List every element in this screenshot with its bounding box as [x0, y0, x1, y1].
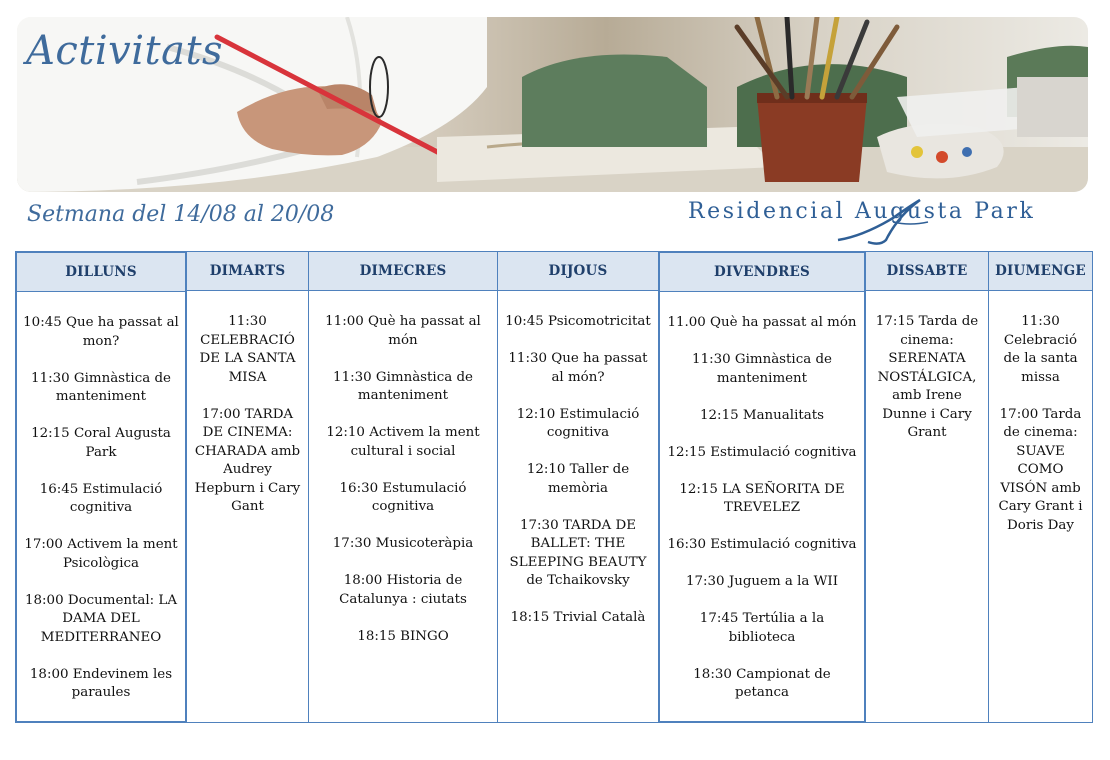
- event-item: 11:30 Gimnàstica de manteniment: [333, 369, 473, 403]
- day-header: DIMARTS: [187, 252, 308, 291]
- event-item: 18:30 Campionat de petanca: [693, 666, 831, 700]
- day-column: [497, 251, 659, 723]
- day-column: [186, 251, 309, 723]
- event-list: [989, 291, 1092, 535]
- event-item: 18:00 Endevinem les paraules: [29, 666, 173, 700]
- day-header: DIUMENGE: [989, 252, 1092, 291]
- event-item: 17:00 Tarda de cinema: SUAVE COMO VISÓN amb Cary Grant i Doris Day: [998, 406, 1083, 533]
- event-item: 17:30 Musicoteràpia: [332, 536, 474, 551]
- brand-logo: [688, 196, 1098, 246]
- event-item: 12:15 Manualitats: [700, 407, 824, 423]
- event-item: 10:45 Que ha passat al mon?: [23, 315, 179, 349]
- event-item: 16:30 Estumulació cognitiva: [339, 480, 467, 514]
- event-item: 18:00 Documental: LA DAMA DEL MEDITERRANEO: [25, 592, 177, 645]
- event-item: 17:30 Juguem a la WII: [685, 574, 839, 589]
- event-list: [498, 291, 658, 628]
- event-item: 17:45 Tertúlia a la biblioteca: [699, 611, 825, 645]
- event-item: 12:15 Coral Augusta Park: [31, 426, 171, 460]
- page-title: Activitats: [26, 28, 224, 74]
- week-range: Setmana del 14/08 al 20/08: [27, 202, 335, 227]
- day-column: [658, 251, 866, 723]
- event-item: 12:10 Activem la ment cultural i social: [326, 425, 480, 459]
- day-header: DIJOUS: [498, 252, 658, 291]
- event-item: 11:30 Gimnàstica de manteniment: [31, 370, 171, 404]
- event-list: [17, 292, 185, 703]
- event-item: 18:15 Trivial Català: [510, 610, 646, 625]
- event-item: 17:00 TARDA DE CINEMA: CHARADA amb Audrey Hepburn i Cary Gant: [194, 406, 301, 514]
- event-item: 18:00 Historia de Catalunya : ciutats: [339, 573, 467, 607]
- weekly-schedule: [15, 251, 1093, 725]
- event-item: 11:30 Celebració de la santa missa: [1003, 314, 1078, 385]
- day-column: [865, 251, 989, 723]
- event-item: 16:45 Estimulació cognitiva: [39, 481, 163, 515]
- event-item: 11.00 Què ha passat al món: [667, 315, 857, 330]
- day-header: DISSABTE: [866, 252, 988, 291]
- event-item: 12:15 LA SEÑORITA DE TREVELEZ: [679, 481, 845, 515]
- event-item: 11:00 Què ha passat al món: [325, 314, 481, 348]
- event-list: [187, 291, 308, 517]
- day-column: [308, 251, 498, 723]
- day-header: DIMECRES: [309, 252, 497, 291]
- day-column: [15, 251, 187, 723]
- brand-text: Residencial Augusta Park: [688, 199, 1036, 224]
- event-list: [660, 292, 864, 703]
- event-item: 16:30 Estimulació cognitiva: [667, 537, 857, 552]
- event-list: [309, 291, 497, 646]
- event-item: 12:15 Estimulació cognitiva: [667, 444, 857, 460]
- event-item: 17:15 Tarda de cinema: SERENATA NOSTÁLGICA, amb Irene Dunne i Cary Grant: [875, 314, 979, 440]
- day-header: DILLUNS: [17, 253, 185, 292]
- day-header: DIVENDRES: [660, 253, 864, 292]
- event-item: 12:10 Estimulació cognitiva: [516, 406, 640, 440]
- event-item: 17:00 Activem la ment Psicològica: [24, 537, 178, 571]
- event-item: 12:10 Taller de memòria: [526, 462, 630, 496]
- event-item: 10:45 Psicomotricitat: [505, 314, 651, 329]
- event-item: 11:30 Que ha passat al món?: [508, 351, 648, 385]
- event-list: [866, 291, 988, 443]
- event-item: 18:15 BINGO: [357, 628, 449, 644]
- event-item: 11:30 Gimnàstica de manteniment: [692, 352, 832, 386]
- day-column: [988, 251, 1093, 723]
- event-item: 11:30 CELEBRACIÓ DE LA SANTA MISA: [199, 314, 296, 385]
- event-item: 17:30 TARDA DE BALLET: THE SLEEPING BEAUTY de Tchaikovsky: [509, 517, 647, 588]
